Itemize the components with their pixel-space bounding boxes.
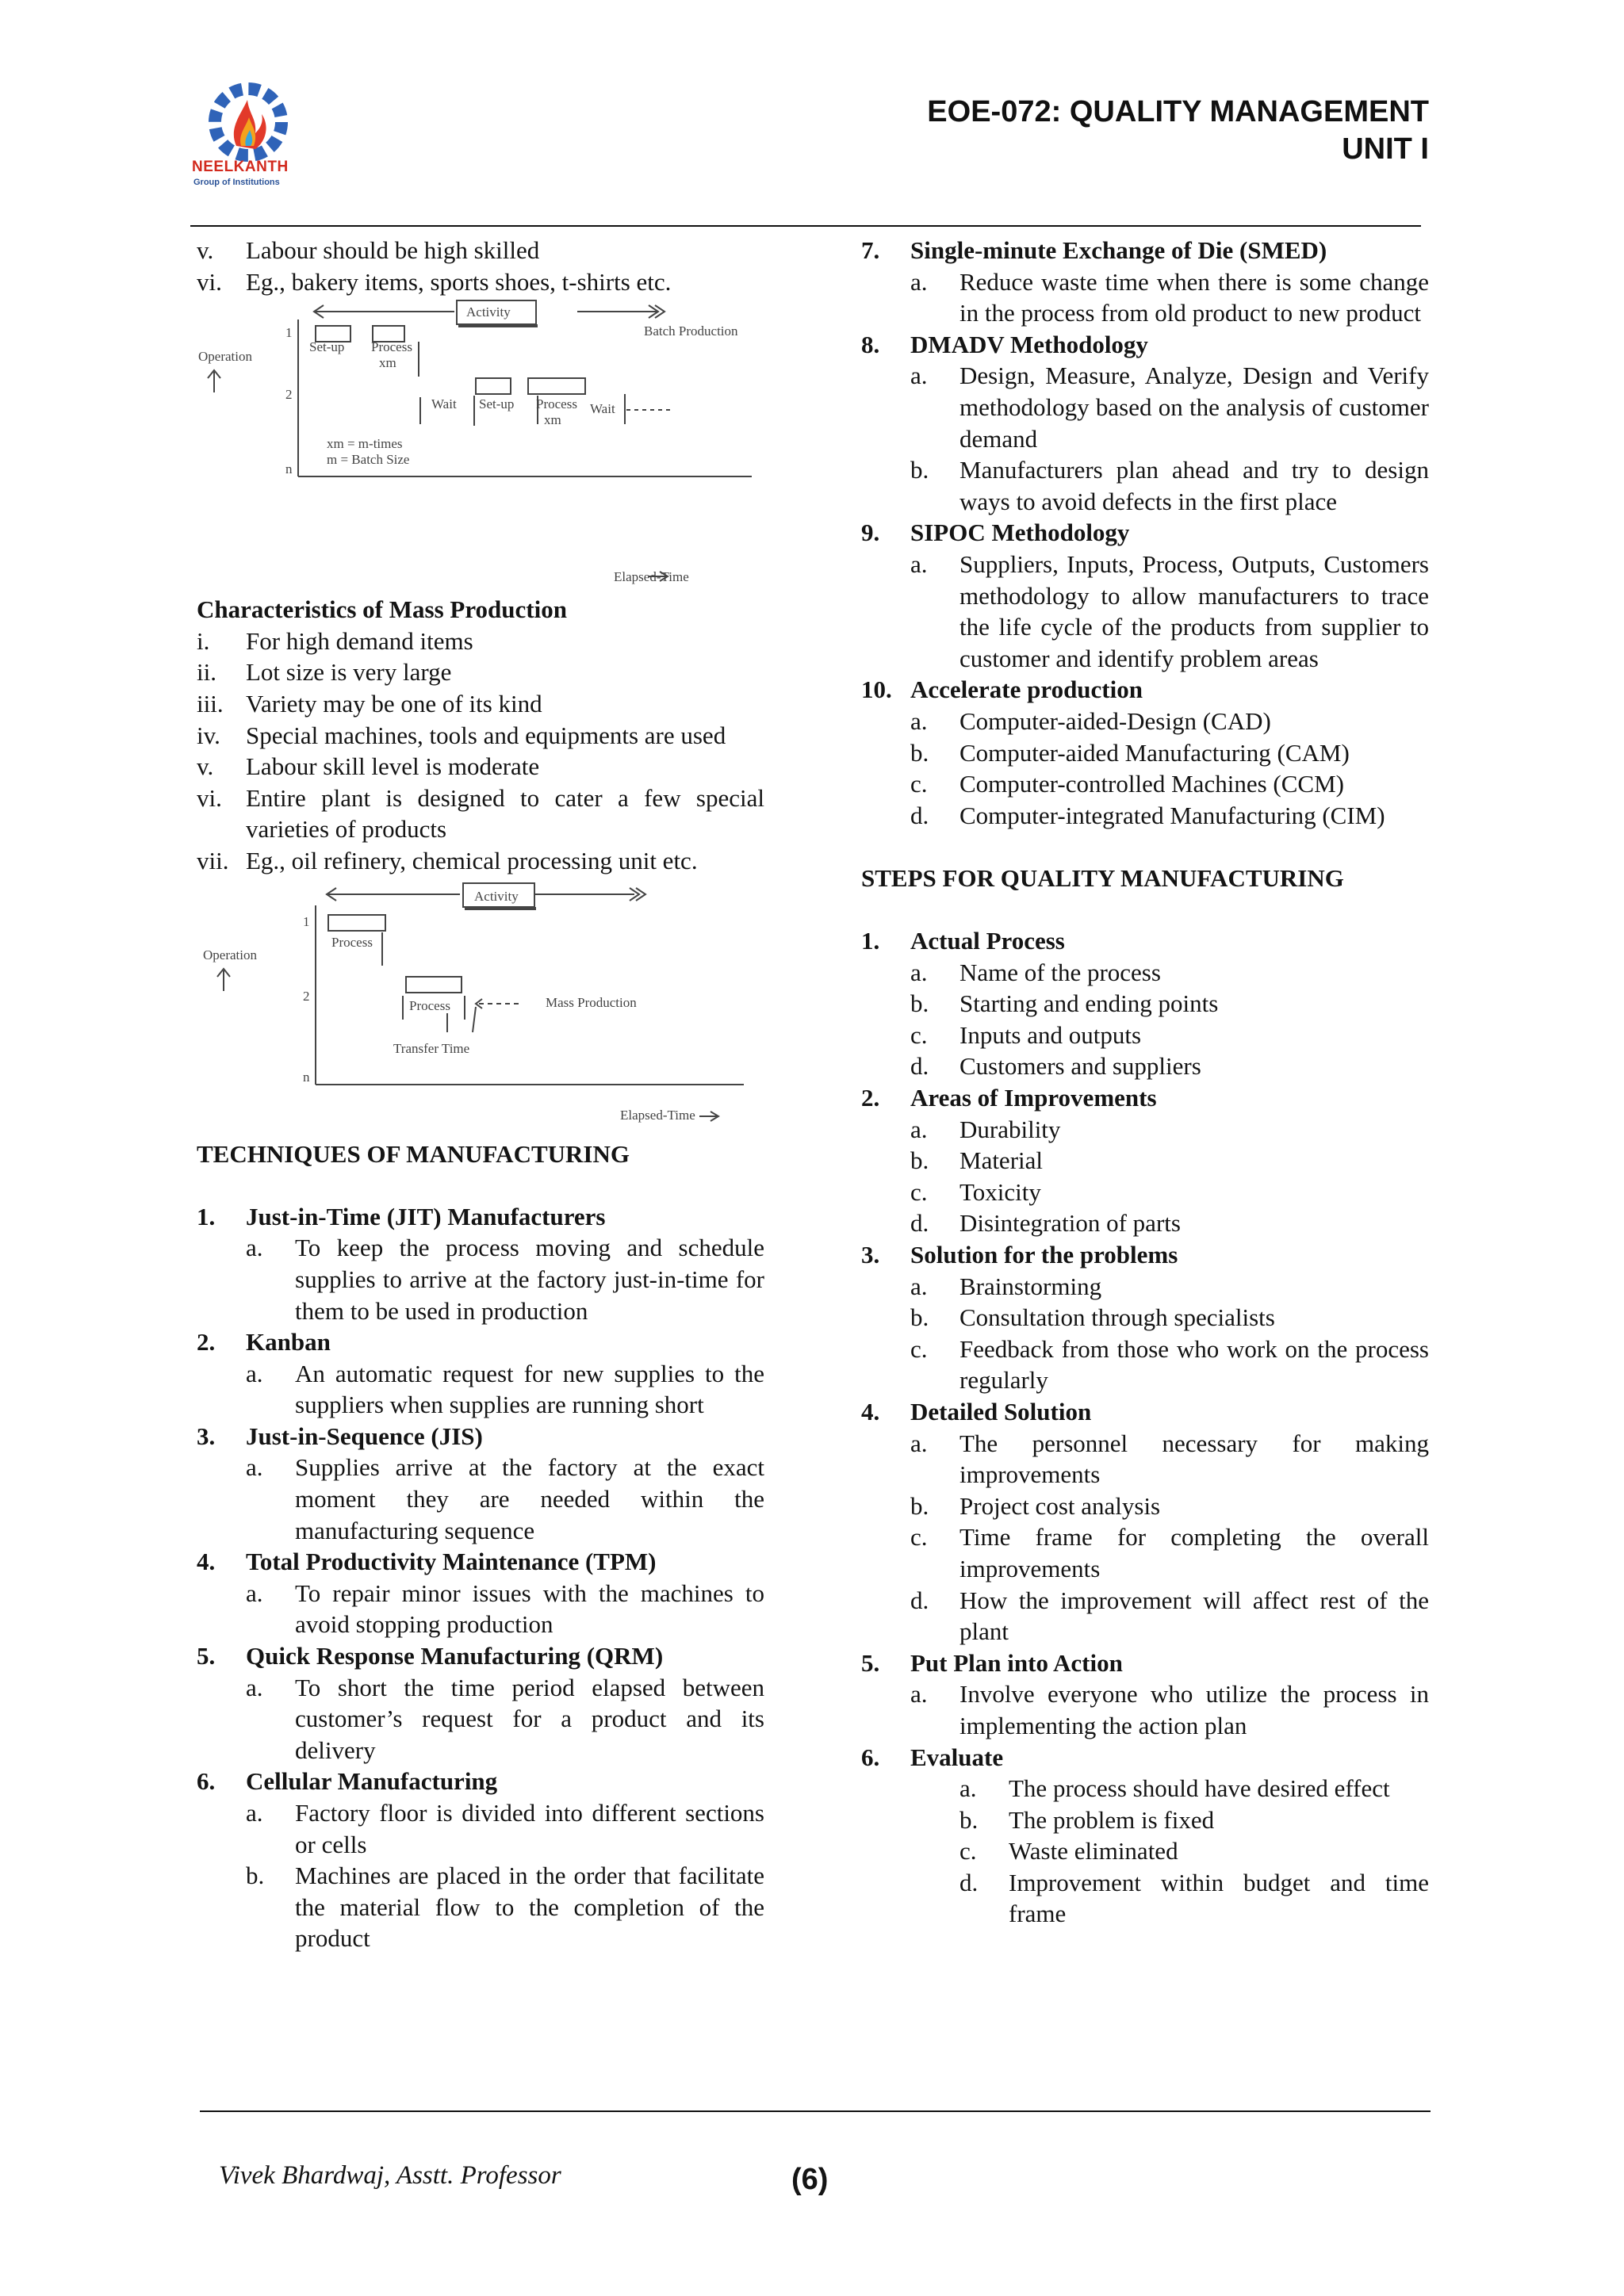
list-marker: 1.	[861, 927, 880, 955]
list-marker: iii.	[197, 689, 224, 718]
list-marker: 3.	[861, 1241, 880, 1269]
mass-production-diagram	[197, 877, 764, 1138]
batch-legend-m: m = Batch Size	[327, 452, 410, 468]
list-text: Design, Measure, Analyze, Design and Verify methodology based on the analysis of customer demand	[959, 362, 1429, 453]
item-title: Accelerate production	[910, 675, 1143, 704]
list-marker: v.	[197, 752, 214, 781]
numbered-item	[197, 1326, 764, 1358]
list-text: Suppliers, Inputs, Process, Outputs, Customers methodology to allow manufacturers to trace the life cycle of the products from supplier to customer and identify problem areas	[959, 549, 1429, 672]
list-text: Waste eliminated	[1009, 1837, 1178, 1866]
item-title: SIPOC Methodology	[910, 519, 1130, 547]
list-marker: ii.	[197, 658, 216, 687]
list-marker: 5.	[861, 1648, 880, 1677]
spacer	[197, 1169, 764, 1201]
list-marker: vi.	[197, 783, 222, 812]
list-text: Brainstorming	[959, 1272, 1102, 1300]
list-item	[197, 845, 764, 877]
list-item	[197, 688, 764, 720]
unit-title: UNIT I	[1342, 132, 1429, 166]
mass-production-chart	[197, 877, 764, 1138]
batch-activity-label: Activity	[466, 304, 511, 320]
mass-production-heading: Characteristics of Mass Production	[197, 595, 567, 624]
list-text: Labour skill level is moderate	[246, 752, 540, 781]
list-text: Project cost analysis	[959, 1491, 1161, 1520]
list-text: Name of the process	[959, 958, 1161, 986]
sub-item	[861, 360, 1429, 454]
list-marker: 10.	[861, 675, 892, 704]
item-title: Actual Process	[910, 927, 1065, 955]
item-title: Just-in-Sequence (JIS)	[246, 1422, 483, 1450]
list-text: Toxicity	[959, 1177, 1041, 1206]
sub-item	[861, 549, 1429, 674]
batch-setup-label-1: Set-up	[309, 339, 345, 355]
page-number: (6)	[791, 2163, 829, 2196]
footer-author: Vivek Bhardwaj, Asstt. Professor	[219, 2161, 561, 2190]
sub-item	[197, 1860, 764, 1954]
list-marker: d.	[910, 1586, 929, 1614]
list-marker: c.	[959, 1837, 977, 1866]
list-marker: a.	[910, 1272, 928, 1300]
mass-production-list	[197, 626, 764, 877]
mass-row-1: 1	[303, 913, 310, 929]
list-marker: b.	[910, 1146, 929, 1175]
numbered-item	[861, 517, 1429, 549]
list-text: To keep the process moving and schedule supplies to arrive at the factory just-in-time for them to be used in production	[295, 1234, 764, 1325]
sub-item	[861, 266, 1429, 329]
labour-list	[197, 235, 764, 297]
list-text: Eg., oil refinery, chemical processing unit etc.	[246, 846, 698, 874]
list-marker: a.	[910, 1115, 928, 1143]
techniques-list	[197, 1201, 764, 1954]
list-marker: d.	[959, 1868, 979, 1896]
course-title: EOE-072: QUALITY MANAGEMENT	[927, 95, 1429, 128]
list-marker: 6.	[861, 1743, 880, 1771]
numbered-item	[861, 1396, 1429, 1428]
batch-wait-label-1: Wait	[431, 396, 457, 412]
list-marker: c.	[910, 1523, 928, 1552]
spacer	[861, 894, 1429, 925]
list-marker: 2.	[861, 1084, 880, 1112]
mass-title-label: Mass Production	[546, 994, 637, 1010]
sub-item	[197, 1578, 764, 1640]
sub-item	[861, 454, 1429, 517]
batch-production-diagram	[197, 297, 764, 594]
list-text: Computer-integrated Manufacturing (CIM)	[959, 801, 1385, 829]
list-marker: c.	[910, 1177, 928, 1206]
sub-item	[197, 1672, 764, 1766]
list-marker: 4.	[861, 1397, 880, 1425]
numbered-item	[861, 674, 1429, 706]
list-text: Time frame for completing the overall improvements	[959, 1523, 1429, 1582]
sub-item	[861, 1835, 1429, 1867]
list-marker: 6.	[197, 1767, 216, 1796]
list-text: Inputs and outputs	[959, 1020, 1142, 1049]
item-title: Quick Response Manufacturing (QRM)	[246, 1642, 664, 1670]
mass-elapsed-label: Elapsed-Time	[620, 1107, 695, 1123]
list-text: Consultation through specialists	[959, 1303, 1275, 1332]
list-marker: b.	[246, 1862, 265, 1890]
logo-tagline: Group of Institutions	[193, 178, 280, 187]
list-marker: d.	[910, 1209, 929, 1238]
list-marker: v.	[197, 236, 214, 264]
sub-item	[861, 1145, 1429, 1177]
sub-item	[197, 1452, 764, 1546]
list-marker: i.	[197, 626, 210, 655]
list-marker: 3.	[197, 1422, 216, 1450]
numbered-item	[197, 1766, 764, 1797]
mass-row-n: n	[303, 1069, 310, 1085]
list-marker: 4.	[197, 1548, 216, 1576]
list-text: Special machines, tools and equipments are used	[246, 721, 726, 749]
list-text: Computer-aided-Design (CAD)	[959, 706, 1271, 735]
list-text: Customers and suppliers	[959, 1052, 1201, 1081]
mass-transfer-label: Transfer Time	[393, 1040, 470, 1056]
list-marker: 8.	[861, 330, 880, 358]
list-text: To short the time period elapsed between customer’s request for a product and its delivery	[295, 1673, 764, 1764]
logo-wordmark: NEELKANTH	[192, 159, 289, 175]
list-text: Disintegration of parts	[959, 1209, 1181, 1238]
mass-process-label-1: Process	[331, 934, 373, 950]
list-text: Reduce waste time when there is some change in the process from old product to new product	[959, 267, 1429, 327]
list-text: Computer-aided Manufacturing (CAM)	[959, 738, 1350, 767]
list-marker: b.	[910, 989, 929, 1018]
item-title: Just-in-Time (JIT) Manufacturers	[246, 1202, 606, 1230]
mass-operation-label: Operation	[203, 947, 257, 962]
sub-item	[861, 1020, 1429, 1051]
mass-row-2: 2	[303, 988, 310, 1004]
item-title: Single-minute Exchange of Die (SMED)	[910, 236, 1327, 264]
mass-process-label-2: Process	[409, 997, 450, 1013]
list-text: Involve everyone who utilize the process in implementing the action plan	[959, 1680, 1429, 1739]
batch-process-label-1: Process	[371, 339, 412, 355]
list-marker: a.	[959, 1774, 977, 1803]
list-text: The personnel necessary for making improvements	[959, 1429, 1429, 1489]
numbered-item	[197, 1201, 764, 1233]
list-item	[197, 235, 764, 266]
item-title: Put Plan into Action	[910, 1648, 1123, 1677]
list-text: Durability	[959, 1115, 1061, 1143]
list-marker: a.	[910, 958, 928, 986]
batch-operation-label: Operation	[198, 349, 252, 365]
list-text: Manufacturers plan ahead and try to design ways to avoid defects in the first place	[959, 456, 1429, 515]
list-text: Labour should be high skilled	[246, 236, 540, 264]
numbered-item	[861, 1239, 1429, 1271]
batch-wait-label-2: Wait	[590, 401, 615, 417]
list-marker: b.	[910, 1491, 929, 1520]
list-marker: a.	[246, 1673, 263, 1701]
list-marker: 5.	[197, 1642, 216, 1670]
item-title: Solution for the problems	[910, 1241, 1178, 1269]
list-text: Starting and ending points	[959, 989, 1219, 1018]
techniques-heading: TECHNIQUES OF MANUFACTURING	[197, 1139, 630, 1168]
spacer	[861, 831, 1429, 863]
list-text: Eg., bakery items, sports shoes, t-shirts etc.	[246, 267, 672, 296]
list-text: The process should have desired effect	[1009, 1774, 1390, 1803]
numbered-item	[197, 1546, 764, 1578]
item-title: Total Productivity Maintenance (TPM)	[246, 1548, 657, 1576]
list-item	[197, 783, 764, 845]
numbered-item	[861, 329, 1429, 361]
techniques-list-continued	[861, 235, 1429, 831]
batch-row-1: 1	[285, 325, 293, 341]
list-marker: 9.	[861, 519, 880, 547]
list-marker: c.	[910, 770, 928, 798]
sub-item	[197, 1232, 764, 1326]
list-marker: vii.	[197, 846, 229, 874]
list-text: Improvement within budget and time frame	[1009, 1868, 1429, 1928]
list-text: Feedback from those who work on the process regularly	[959, 1334, 1429, 1395]
list-text: Entire plant is designed to cater a few special varieties of products	[246, 783, 764, 844]
steps-heading: STEPS FOR QUALITY MANUFACTURING	[861, 863, 1344, 892]
sub-item	[861, 1271, 1429, 1303]
list-text: How the improvement will affect rest of the plant	[959, 1586, 1429, 1646]
list-text: The problem is fixed	[1009, 1805, 1215, 1834]
item-title: Kanban	[246, 1328, 331, 1357]
item-title: Detailed Solution	[910, 1397, 1092, 1425]
item-title: Cellular Manufacturing	[246, 1767, 498, 1796]
list-item	[197, 751, 764, 783]
sub-item	[861, 1177, 1429, 1208]
batch-row-2: 2	[285, 387, 293, 403]
list-marker: 2.	[197, 1328, 216, 1357]
steps-list	[861, 925, 1429, 1930]
item-title: Evaluate	[910, 1743, 1004, 1771]
list-item	[197, 266, 764, 298]
list-item	[197, 626, 764, 657]
list-text: An automatic request for new supplies to the suppliers when supplies are running short	[295, 1359, 764, 1419]
footer-divider	[200, 2110, 1431, 2112]
list-marker: a.	[246, 1453, 263, 1482]
numbered-item	[861, 235, 1429, 266]
list-text: For high demand items	[246, 626, 473, 655]
list-marker: a.	[910, 706, 928, 735]
list-marker: b.	[959, 1805, 979, 1834]
numbered-item	[861, 925, 1429, 957]
list-marker: a.	[910, 1429, 928, 1457]
numbered-item	[861, 1647, 1429, 1679]
list-marker: c.	[910, 1334, 928, 1363]
batch-xm-label-1: xm	[379, 355, 396, 371]
list-text: Factory floor is divided into different sections or cells	[295, 1799, 764, 1858]
list-marker: iv.	[197, 721, 220, 749]
list-marker: a.	[246, 1234, 263, 1262]
list-marker: a.	[910, 1680, 928, 1709]
list-item	[197, 720, 764, 752]
list-marker: d.	[910, 801, 929, 829]
list-item	[197, 656, 764, 688]
sub-item	[861, 1804, 1429, 1836]
batch-xm-label-2: xm	[544, 412, 561, 428]
list-marker: b.	[910, 738, 929, 767]
sub-item	[861, 1302, 1429, 1334]
list-marker: vi.	[197, 267, 222, 296]
sub-item	[861, 1773, 1429, 1804]
sub-item	[861, 800, 1429, 832]
list-marker: d.	[910, 1052, 929, 1081]
batch-legend-xm: xm = m-times	[327, 436, 403, 452]
sub-item	[861, 1428, 1429, 1490]
item-title: DMADV Methodology	[910, 330, 1148, 358]
list-text: Material	[959, 1146, 1044, 1175]
list-text: Variety may be one of its kind	[246, 689, 542, 718]
sub-item	[861, 1207, 1429, 1239]
sub-item	[861, 1334, 1429, 1396]
sub-item	[861, 988, 1429, 1020]
sub-item	[861, 957, 1429, 989]
sub-item	[861, 768, 1429, 800]
sub-item	[861, 706, 1429, 737]
list-marker: b.	[910, 456, 929, 484]
list-marker: a.	[910, 267, 928, 296]
sub-item	[861, 1521, 1429, 1584]
sub-item	[861, 1678, 1429, 1741]
sub-item	[197, 1358, 764, 1421]
list-marker: a.	[246, 1359, 263, 1387]
numbered-item	[197, 1640, 764, 1672]
list-marker: c.	[910, 1020, 928, 1049]
list-marker: 7.	[861, 236, 880, 264]
numbered-item	[197, 1421, 764, 1452]
batch-process-label-2: Process	[536, 396, 577, 412]
list-text: Lot size is very large	[246, 658, 452, 687]
sub-item	[861, 1114, 1429, 1146]
left-column	[197, 235, 764, 1954]
list-marker: a.	[910, 549, 928, 578]
item-title: Areas of Improvements	[910, 1084, 1157, 1112]
list-text: Computer-controlled Machines (CCM)	[959, 770, 1344, 798]
sub-item	[861, 737, 1429, 769]
course-header	[927, 94, 1429, 168]
list-marker: a.	[246, 1799, 263, 1827]
list-text: Machines are placed in the order that facilitate the material flow to the completion of the product	[295, 1862, 764, 1953]
right-column	[861, 235, 1429, 1930]
batch-setup-label-2: Set-up	[479, 396, 515, 412]
list-marker: 1.	[197, 1202, 216, 1230]
numbered-item	[861, 1742, 1429, 1774]
sub-item	[861, 1490, 1429, 1522]
batch-row-n: n	[285, 461, 293, 477]
list-text: To repair minor issues with the machines to avoid stopping production	[295, 1578, 764, 1639]
sub-item	[861, 1867, 1429, 1930]
numbered-item	[861, 1082, 1429, 1114]
sub-item	[861, 1050, 1429, 1082]
list-marker: b.	[910, 1303, 929, 1332]
mass-activity-label: Activity	[474, 888, 519, 904]
header-divider	[190, 225, 1421, 227]
sub-item	[197, 1797, 764, 1860]
list-marker: a.	[910, 362, 928, 390]
batch-production-chart	[197, 297, 764, 594]
batch-title-label: Batch Production	[644, 323, 738, 339]
list-marker: a.	[246, 1578, 263, 1607]
batch-elapsed-label: Elapsed-Time	[614, 569, 689, 585]
sub-item	[861, 1585, 1429, 1647]
list-text: Supplies arrive at the factory at the exact moment they are needed within the manufacturing sequence	[295, 1453, 764, 1544]
